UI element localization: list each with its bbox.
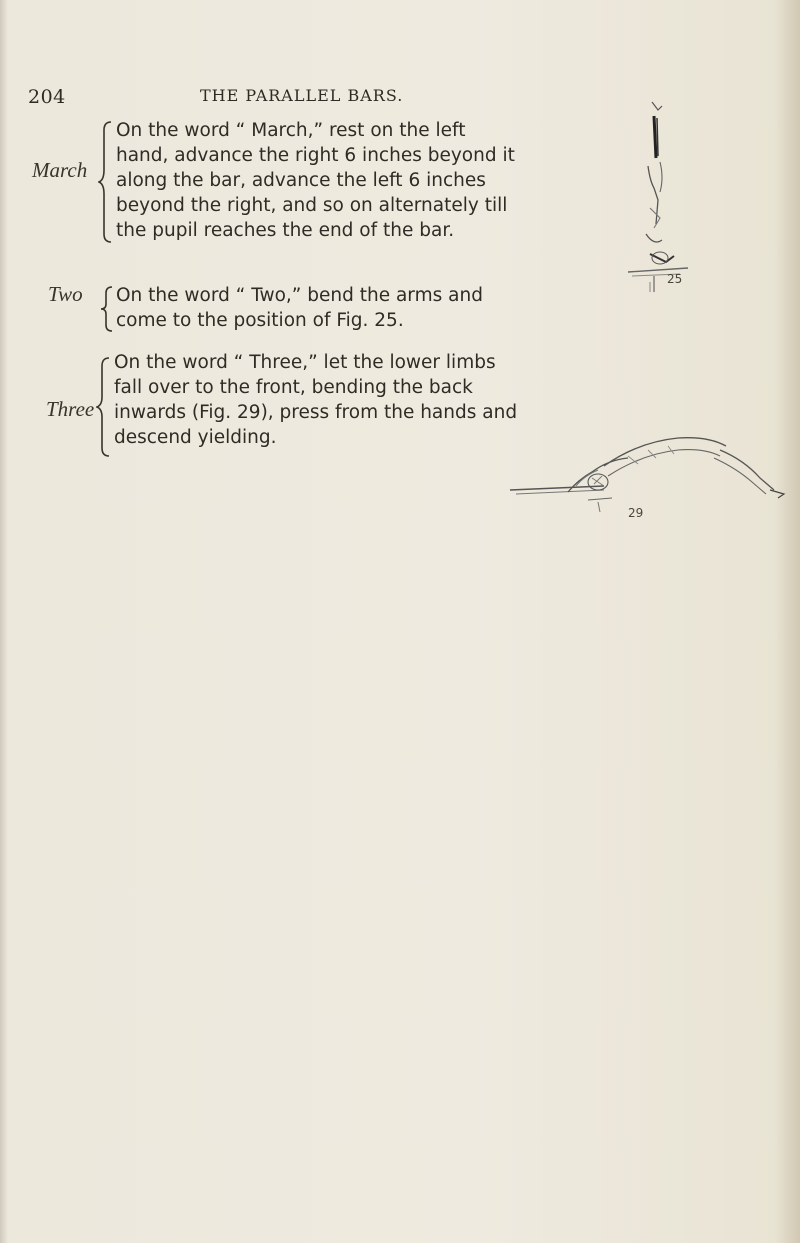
section-text xyxy=(114,350,517,450)
text-line: hand, advance the right 6 inches beyond it xyxy=(116,145,515,166)
figure-number: 29 xyxy=(628,506,644,520)
page-header xyxy=(28,86,448,110)
text-line: On the word “ Two,” bend the arms and xyxy=(116,285,483,306)
text-line: fall over to the front, bending the back xyxy=(114,377,473,398)
page-edge-left xyxy=(0,0,8,1243)
text-line: On the word “ March,” rest on the left xyxy=(116,120,466,141)
gymnast-on-parallel-bars-figure-icon xyxy=(610,96,710,376)
text-line: inwards (Fig. 29), press from the hands and xyxy=(114,402,518,423)
brace-icon xyxy=(98,118,114,246)
text-line: beyond the right, and so on alternately till xyxy=(116,195,508,216)
section-label: March xyxy=(32,158,88,182)
text-line: descend yielding. xyxy=(114,427,277,448)
brace-icon xyxy=(100,284,114,334)
page-edge-right xyxy=(774,0,800,1243)
brace-icon xyxy=(96,355,112,459)
text-line: come to the position of Fig. 25. xyxy=(116,310,404,331)
section-text xyxy=(116,118,515,243)
text-line: along the bar, advance the left 6 inches xyxy=(116,170,486,191)
gymnast-swing-over-bars-figure-icon xyxy=(508,420,798,530)
figure-29 xyxy=(508,420,798,530)
page-number: 204 xyxy=(28,86,66,108)
figure-25 xyxy=(610,96,710,376)
text-line: the pupil reaches the end of the bar. xyxy=(116,220,455,241)
figure-number: 25 xyxy=(667,272,683,286)
section-text xyxy=(116,283,483,333)
running-title: THE PARALLEL BARS. xyxy=(200,86,404,105)
section-label: Three xyxy=(46,397,95,421)
section-label: Two xyxy=(48,282,83,306)
text-line: On the word “ Three,” let the lower limbs xyxy=(114,352,496,373)
